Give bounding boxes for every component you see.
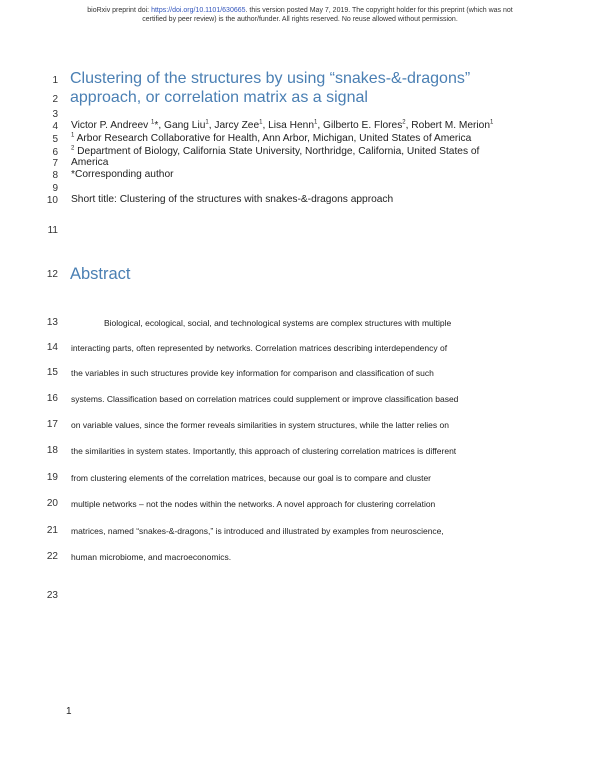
abstract-line: the variables in such structures provide key information for comparison and classification of such [71,368,434,378]
line-number: 10 [46,195,58,206]
abstract-line: on variable values, since the former reveals similarities in system structures, while the latter relies on [71,420,449,430]
line-number: 9 [52,183,58,194]
author-name: Victor P. Andreev [71,120,152,131]
line-number: 4 [52,121,58,132]
author-list [71,120,493,131]
line-number: 7 [52,158,58,169]
abstract-line: systems. Classification based on correlation matrices could supplement or improve classification based [71,394,459,404]
author-name: , Gilberto E. Flores [317,120,403,131]
abstract-line: matrices, named “snakes-&-dragons,” is introduced and illustrated by examples from neuroscience, [71,526,444,536]
line-number: 23 [46,590,58,601]
notice-line-2: certified by peer review) is the author/funder. All rights reserved. No reuse allowed without permission. [142,16,458,23]
line-number: 6 [52,147,58,158]
affiliation-2 [71,146,479,157]
notice-prefix: bioRxiv preprint doi: [87,7,152,14]
abstract-line: interacting parts, often represented by networks. Correlation matrices describing interdependency of [71,343,448,353]
author-name: Gang Liu [164,120,206,131]
abstract-line: the similarities in system states. Importantly, this approach of clustering correlation matrices is different [71,446,457,456]
abstract-line: from clustering elements of the correlation matrices, because our goal is to compare and cluster [71,473,432,483]
affiliation-marker: 1 [259,119,263,126]
short-title: Short title: Clustering of the structures with snakes-&-dragons approach [71,194,394,205]
line-number: 21 [46,525,58,536]
doi-link[interactable]: https://doi.org/10.1101/630665 [151,7,246,14]
line-number: 8 [52,170,58,181]
line-number: 14 [46,342,58,353]
affiliation-text: Arbor Research Collaborative for Health, Ann Arbor, Michigan, United States of America [74,133,472,144]
author-name: , Robert M. Merion [405,120,490,131]
abstract-heading: Abstract [70,265,131,283]
affiliation-marker: 2 [71,145,75,152]
line-number: 5 [52,134,58,145]
notice-suffix: . this version posted May 7, 2019. The copyright holder for this preprint (which was not [245,7,513,14]
affiliation-text: Department of Biology, California State University, Northridge, California, United States of [74,146,480,157]
affiliation-marker: 1 [151,119,155,126]
page-number: 1 [66,706,72,717]
affiliation-marker: 1 [490,119,494,126]
corresponding-marker: *, [154,120,165,131]
corresponding-author: *Corresponding author [71,169,174,180]
line-number: 18 [46,445,58,456]
line-number: 15 [46,367,58,378]
abstract-line: Biological, ecological, social, and technological systems are complex structures with multiple [104,318,452,328]
copyright-notice [40,6,560,24]
affiliation-2-continued: America [71,157,109,168]
affiliation-marker: 2 [402,119,406,126]
line-number: 16 [46,393,58,404]
affiliation-marker: 1 [71,132,75,139]
line-number: 19 [46,472,58,483]
abstract-line: multiple networks – not the nodes within the networks. A novel approach for clustering correlation [71,499,436,509]
line-number: 17 [46,419,58,430]
line-number: 3 [52,109,58,120]
line-number: 1 [52,75,58,86]
paper-title-line-2: approach, or correlation matrix as a signal [70,89,368,106]
paper-title-line-1: Clustering of the structures by using “snakes-&-dragons” [70,70,471,87]
line-number: 20 [46,498,58,509]
line-number: 2 [52,94,58,105]
affiliation-1 [71,133,471,144]
abstract-line: human microbiome, and macroeconomics. [71,552,232,562]
affiliation-marker: 1 [205,119,209,126]
line-number: 13 [46,317,58,328]
author-name: , Jarcy Zee [208,120,260,131]
affiliation-marker: 1 [314,119,318,126]
line-number: 11 [47,225,58,236]
line-number: 12 [46,269,58,280]
notice-line-1 [40,6,560,15]
line-number: 22 [46,551,58,562]
author-name: , Lisa Henn [262,120,315,131]
